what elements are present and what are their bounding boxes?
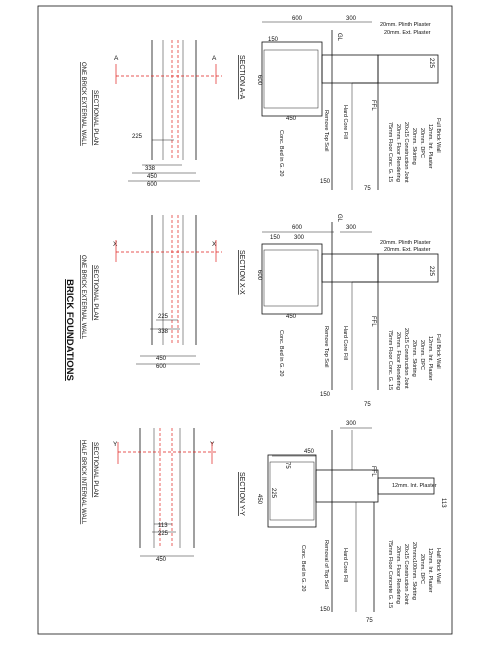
plan-x-dim-450: 450 [156, 356, 167, 362]
section-y-wall [316, 470, 378, 502]
section-y-dim-75: 75 [284, 462, 290, 469]
section-x-wall [322, 254, 378, 282]
section-a-title: SECTION A-A [238, 55, 245, 100]
section-a-label-1: 20mm. Ext. Plaster [384, 30, 431, 36]
section-x-note-6: 75mm Floor Conc. G. 15 [387, 330, 393, 391]
plan-y-title: SECTIONAL PLAN [92, 442, 99, 498]
plan-x-cut-left: X [113, 241, 118, 248]
plan-y-dim-113: 113 [158, 523, 168, 529]
section-a-dim-300: 300 [346, 16, 357, 22]
section-y-label-2: Removal of Top Soil [323, 540, 329, 589]
plan-y-subtitle: HALF BRICK INTERNAL WALL [80, 440, 86, 525]
section-a-label-3: Remove Top Soil [323, 110, 329, 152]
section-y-dim-450: 450 [304, 449, 315, 455]
plan-y-dim-225: 225 [158, 531, 169, 537]
section-x-label-4: Conc. Bed in G. 20 [278, 330, 284, 377]
section-a-dim-150: 150 [268, 37, 279, 43]
section-y-ffl: FFL [370, 466, 376, 477]
section-x-side-150: 150 [320, 392, 331, 398]
section-a-concrete-bed [262, 42, 322, 116]
plan-y-cut-right: Y [210, 441, 215, 448]
plan-x-group [80, 215, 222, 370]
section-y-dim-225: 225 [270, 488, 276, 499]
plan-a-title: SECTIONAL PLAN [92, 90, 99, 146]
section-x-dim-150: 150 [270, 235, 281, 241]
section-x-note-1: 12mm. Int. Plaster [427, 336, 433, 381]
section-a-side-450: 450 [286, 116, 297, 122]
section-a-side-150: 150 [320, 179, 331, 185]
section-a-note-2: 20mm. DPC [419, 128, 425, 158]
section-a-side-75: 75 [364, 186, 371, 192]
section-a-note-3: 20mm. Skirting [411, 128, 417, 165]
section-x-label-0: 20mm. Plinth Plaster [380, 240, 431, 246]
plan-x-subtitle: ONE BRICK EXTERNAL WALL [80, 255, 86, 339]
plan-x-cut-right: X [212, 241, 217, 248]
plan-y-group [80, 428, 218, 563]
section-y-side-450: 450 [256, 494, 262, 505]
section-a-note-1: 12mm. Int. Plaster [427, 124, 433, 169]
section-x-group [238, 214, 441, 408]
section-y-label-0: 12mm. Int. Plaster [392, 483, 437, 489]
section-x-side-600: 600 [256, 270, 262, 281]
section-y-note-5: 20mm. Floor Rendering [395, 546, 401, 604]
section-a-dim-right: 225 [428, 58, 434, 69]
plan-x-dim-338: 338 [158, 329, 169, 335]
section-x-note-2: 20mm. DPC [419, 340, 425, 370]
section-y-side-150: 150 [320, 607, 331, 613]
section-y-label-3: Conc. Bed in G. 20 [300, 545, 306, 592]
section-x-note-5: 20mm. Floor Rendering [395, 332, 401, 390]
section-a-wall [322, 55, 378, 83]
section-x-label-1: 20mm. Ext. Plaster [384, 247, 431, 253]
plan-a-dim-225: 225 [132, 134, 143, 140]
section-x-side-450: 450 [286, 314, 297, 320]
section-y-note-6: 75mm Floor Concrete G. 15 [387, 540, 393, 609]
section-a-gl: GL [336, 33, 342, 42]
section-x-side-75: 75 [364, 402, 371, 408]
section-y-note-2: 20mm. DPC [419, 554, 425, 584]
section-y-dim-right: 113 [440, 498, 446, 508]
section-a-dim-600: 600 [292, 16, 303, 22]
section-y-note-3: 20mmx100mm. Skirting [411, 542, 417, 600]
section-a-note-5: 20mm. Floor Rendering [395, 124, 401, 182]
section-y-title: SECTION Y-Y [238, 472, 245, 516]
plan-y-cut-left: Y [113, 441, 118, 448]
plan-a-cut-left: A [114, 55, 119, 62]
section-y-label-1: Hard Core Fill [342, 548, 348, 582]
section-a-note-0: Full Brick Wall [435, 118, 441, 153]
section-x-dim-right: 225 [428, 266, 434, 277]
section-x-ffl: FFL [370, 316, 376, 327]
section-a-label-2: Hard Core Fill [342, 105, 348, 139]
section-x-label-3: Remove Top Soil [323, 326, 329, 368]
section-x-note-0: Full Brick Wall [435, 334, 441, 369]
plan-a-dim-338: 338 [145, 166, 156, 172]
section-x-note-3: 20mm. Skirting [411, 340, 417, 377]
section-x-concrete-bed [262, 244, 322, 314]
section-a-group [238, 16, 441, 192]
section-a-note-6: 75mm Floor Conc. G. 15 [387, 122, 393, 183]
section-x-dim-300a: 300 [346, 225, 357, 231]
section-y-note-1: 12mm. Int. Plaster [427, 548, 433, 593]
section-a-note-4: 20x15 Construction Joint [403, 122, 409, 183]
plan-x-title: SECTIONAL PLAN [92, 265, 99, 321]
section-y-note-0: Half Brick Wall [435, 548, 441, 584]
sheet-title: BRICK FOUNDATIONS [64, 279, 75, 381]
section-a-ffl: FFL [370, 100, 376, 111]
section-y-group [238, 421, 446, 624]
section-x-dim-600: 600 [292, 225, 303, 231]
section-x-dim-300b: 300 [294, 235, 305, 241]
plan-x-dim-600: 600 [156, 364, 167, 370]
section-y-side-75: 75 [366, 618, 373, 624]
plan-x-dim-225: 225 [158, 314, 169, 320]
section-a-label-4: Conc. Bed in G. 20 [278, 130, 284, 177]
section-y-dim-300: 300 [346, 421, 357, 427]
plan-a-dim-600: 600 [147, 182, 158, 188]
section-y-note-4: 20x15 Construction Joint [403, 544, 409, 605]
plan-y-dim-450: 450 [156, 557, 167, 563]
section-x-gl: GL [336, 214, 342, 223]
plan-a-dim-450: 450 [147, 174, 158, 180]
section-a-side-600: 600 [256, 75, 262, 86]
section-a-label-0: 20mm. Plinth Plaster [380, 22, 431, 28]
plan-a-group [80, 40, 222, 188]
section-x-label-2: Hard Core Fill [342, 326, 348, 360]
section-x-note-4: 20x15 Construction Joint [403, 328, 409, 389]
plan-a-cut-right: A [212, 55, 217, 62]
plan-a-subtitle: ONE BRICK EXTERNAL WALL [80, 62, 86, 146]
section-x-title: SECTION X-X [238, 250, 245, 295]
